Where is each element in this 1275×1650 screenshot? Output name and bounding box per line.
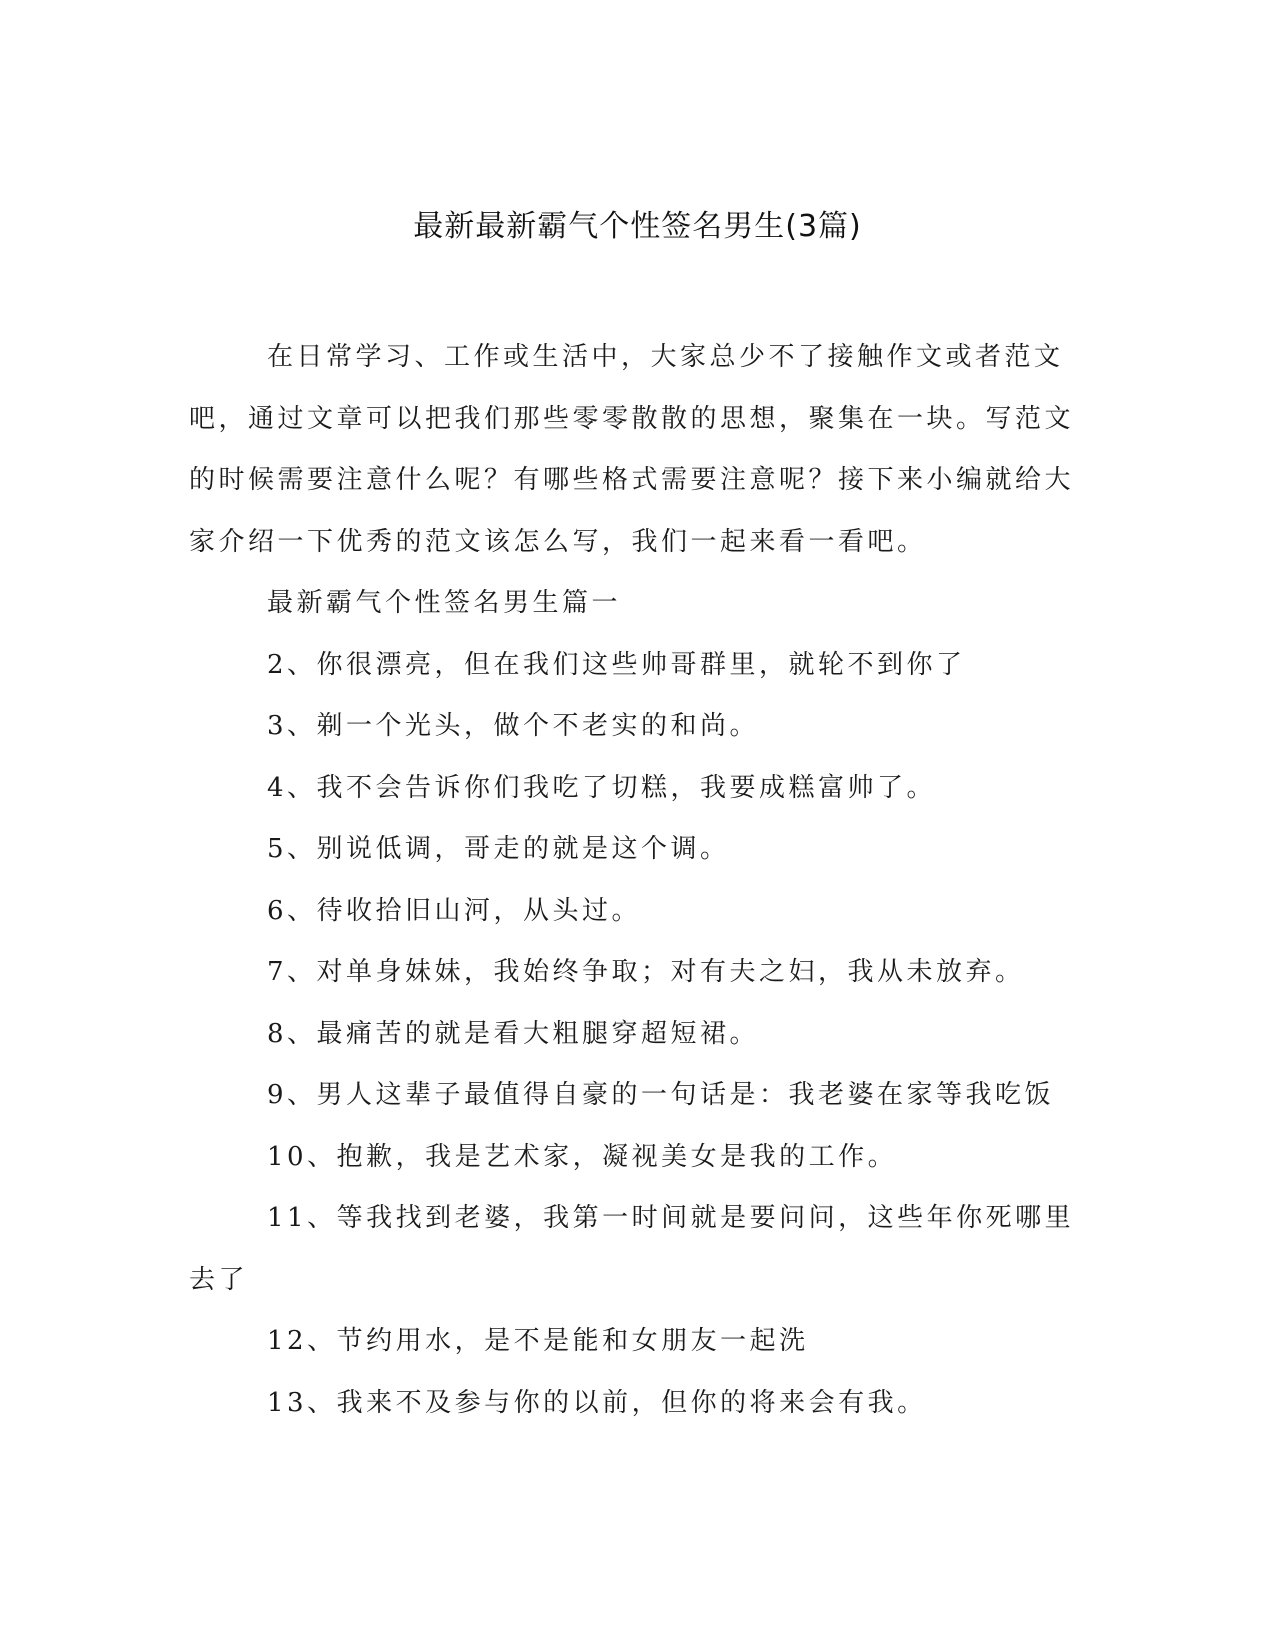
list-item: 4、我不会告诉你们我吃了切糕，我要成糕富帅了。 [267,772,937,803]
intro-paragraph: 在日常学习、工作或生活中，大家总少不了接触作文或者范文吧，通过文章可以把我们那些零零散散的思想，聚集在一块。写范文的时候需要注意什么呢？有哪些格式需要注意呢？接下来小编就给大家介绍一下优秀的范文该怎么写，我们一起来看一看吧。 [189,342,1075,557]
list-item: 8、最痛苦的就是看大粗腿穿超短裙。 [267,1018,760,1049]
list-item: 2、你很漂亮，但在我们这些帅哥群里，就轮不到你了 [267,649,966,680]
list-item: 5、别说低调，哥走的就是这个调。 [267,834,730,864]
list-item: 12、节约用水，是不是能和女朋友一起洗 [267,1326,809,1356]
list-item: 6、待收拾旧山河，从头过。 [267,895,642,926]
document-title: 最新最新霸气个性签名男生(3篇) [413,209,862,244]
list-item: 13、我来不及参与你的以前，但你的将来会有我。 [267,1387,927,1418]
document-body [189,327,1079,1434]
list-item: 7、对单身妹妹，我始终争取；对有夫之妇，我从未放弃。 [267,957,1025,987]
list-item: 11、等我找到老婆，我第一时间就是要问问，这些年你死哪里去了 [189,1203,1075,1295]
list-item: 10、抱歉，我是艺术家，凝视美女是我的工作。 [267,1141,898,1172]
list-item: 3、剃一个光头，做个不老实的和尚。 [267,711,760,741]
section-heading: 最新霸气个性签名男生篇一 [267,588,622,618]
list-item: 9、男人这辈子最值得自豪的一句话是：我老婆在家等我吃饭 [267,1080,1055,1110]
